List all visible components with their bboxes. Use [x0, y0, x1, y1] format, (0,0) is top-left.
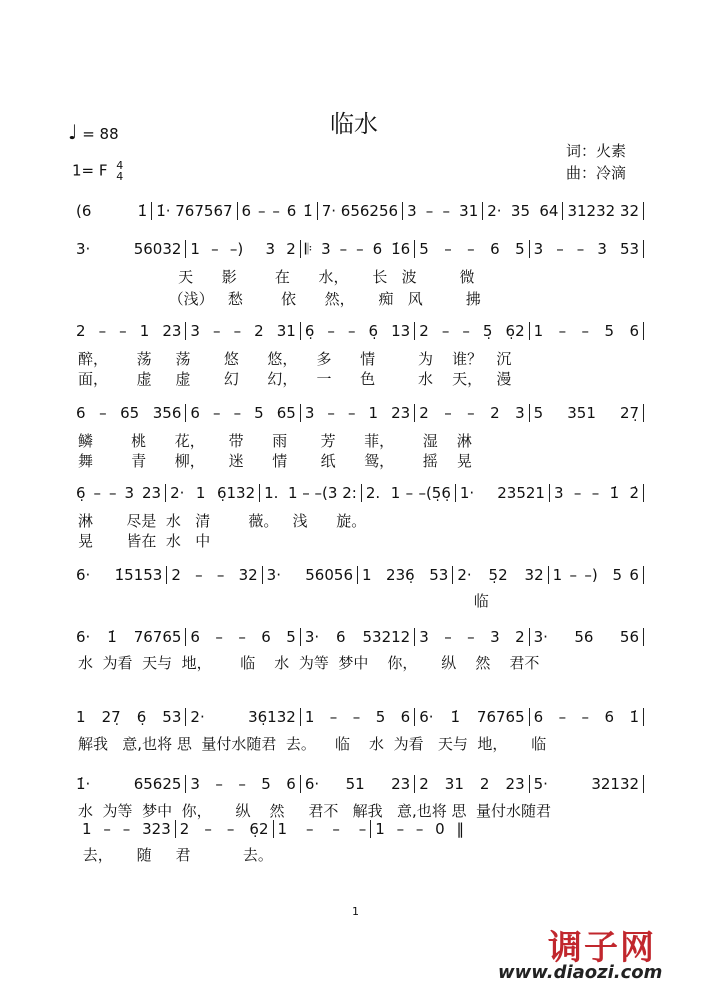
notation-row	[72, 322, 644, 340]
notation-row	[72, 404, 644, 422]
measure: 5 – – 6 5	[415, 240, 529, 258]
measure: 2 31 2 23	[415, 775, 529, 793]
composer: 曲：冷滴	[566, 164, 627, 182]
notation-row	[72, 202, 644, 220]
tempo-marking	[68, 120, 119, 144]
song-title: 临水	[330, 110, 378, 138]
measure: 1 27̣ 6̣ 53	[72, 708, 186, 726]
lyrics-line: （浅） 愁 依 然， 痴 风 拂	[78, 290, 481, 308]
measure: 3 – – 5 6	[186, 775, 300, 793]
lyrics-line: 醉， 荡 荡 悠 悠， 多 情 为 谁？ 沉	[78, 350, 512, 368]
lyrics-line: 临	[78, 592, 489, 610]
measure: 2. 1 – –(5̣6̣	[362, 484, 456, 502]
notation-row	[72, 566, 644, 584]
measure: 3 – – 3 2	[415, 628, 529, 646]
lyrics-line: 面， 虚 虚 幻 幻， 一 色 水 天， 漫	[78, 370, 512, 388]
watermark-url: www.diaozi.com	[498, 962, 663, 983]
credits	[566, 140, 626, 184]
notation-row	[72, 775, 644, 793]
measure: 6 – – 6 1̇	[238, 202, 318, 220]
notation-row	[72, 240, 644, 258]
measure: 1̇· 767567	[152, 202, 237, 220]
measure: 3· 56 56	[530, 628, 644, 646]
measure: 1 – – 323	[78, 820, 176, 838]
measure: 3 – – 31	[403, 202, 483, 220]
measure: 6 – – 6 5	[186, 628, 300, 646]
measure: 1· 23521	[456, 484, 550, 502]
lyrics-line: 淋 尽是 水 清 薇。 浅 旋。	[78, 512, 367, 530]
measure: 5· 32132	[530, 775, 644, 793]
measure: 3· 56032	[72, 240, 186, 258]
measure: 1 236̣ 53	[358, 566, 453, 584]
lyrics-line: 水 为看 天与 地， 临 水 为等 梦中 你， 纵 然 君不	[78, 654, 540, 672]
time-signature	[116, 160, 123, 182]
lyrics-line: 晃 皆在 水 中	[78, 532, 211, 550]
lyrics-line: 天 影 在 水， 长 波 微	[78, 268, 475, 286]
measure: 3 – – 3 53	[530, 240, 644, 258]
lyricist: 词：火素	[566, 142, 627, 160]
time-bottom: 4	[116, 170, 124, 183]
key-signature	[72, 160, 123, 182]
notation-row	[78, 820, 468, 838]
time-top: 4	[116, 159, 124, 172]
watermark-brand: 调子网	[548, 928, 656, 968]
measure: 1 – – 0 ‖	[375, 820, 464, 838]
measure: 2 – – 2 3	[415, 404, 529, 422]
notation-row	[72, 484, 644, 502]
measure: 6· 1̇ 76765	[72, 628, 186, 646]
measure: 6· 51 23	[301, 775, 415, 793]
measure: 2· 35 64	[483, 202, 563, 220]
measure: 2 – – 1 23	[72, 322, 186, 340]
measure: 6 – 65 356	[72, 404, 186, 422]
measure: 1̇· 65625	[72, 775, 186, 793]
key-text: 1= F	[72, 161, 108, 180]
measure: 31232 32	[563, 202, 644, 220]
measure: 1 – –) 5 6	[549, 566, 644, 584]
measure: 3 – – 1̇ 2̇	[550, 484, 644, 502]
measure: 1. 1 – –(3 2:	[260, 484, 362, 502]
measure: 7· 656256	[318, 202, 403, 220]
measure: 2 – – 6̣2	[176, 820, 274, 838]
measure: 3· 56056	[263, 566, 358, 584]
notation-row	[72, 708, 644, 726]
lyrics-line: 舞 青 柳， 迷 情 纸 鸳， 摇 晃	[78, 452, 472, 470]
measure: 2· 5̣2 32	[453, 566, 548, 584]
measure: 6̣ – – 3 23	[72, 484, 166, 502]
measure: 2 – – 5̣ 6̣2	[415, 322, 529, 340]
measure: 𝄆 3 – – 6 1̇6	[301, 240, 415, 258]
measure: 6 – – 6 1̇	[530, 708, 644, 726]
measure: 2· 36̣132	[186, 708, 300, 726]
measure: 5 351 27̣	[530, 404, 644, 422]
measure: 1 – –) 3 2	[186, 240, 300, 258]
measure: 3 – – 1 23	[301, 404, 415, 422]
measure: 3 – – 2 31	[186, 322, 300, 340]
measure: 6 – – 5 65	[186, 404, 300, 422]
lyrics-line: 解我 意,也将 思 量付水随君 去。 临 水 为看 天与 地， 临	[78, 735, 547, 753]
measure: 1 – – –	[274, 820, 372, 838]
lyrics-line: 鳞 桃 花， 带 雨 芳 菲， 湿 淋	[78, 432, 472, 450]
measure: 1 – – 5 6	[301, 708, 415, 726]
measure: 6· 1̇5153	[72, 566, 167, 584]
measure: 6̣ – – 6̣ 13	[301, 322, 415, 340]
measure: 6· 1̇ 76765	[415, 708, 529, 726]
measure: 3· 6 53212	[301, 628, 415, 646]
measure: (6 1̇	[72, 202, 152, 220]
quarter-note-icon: ♩	[68, 120, 78, 144]
measure: 2· 1 6̣132	[166, 484, 260, 502]
notation-row	[72, 628, 644, 646]
page-number: 1	[352, 905, 359, 918]
lyrics-line: 水 为等 梦中 你， 纵 然 君不 解我 意,也将 思 量付水随君	[78, 802, 552, 820]
tempo-value: = 88	[82, 125, 119, 143]
measure: 2 – – 32	[167, 566, 262, 584]
lyrics-line: 去， 随 君 去。	[78, 846, 273, 864]
measure: 1 – – 5 6	[530, 322, 644, 340]
